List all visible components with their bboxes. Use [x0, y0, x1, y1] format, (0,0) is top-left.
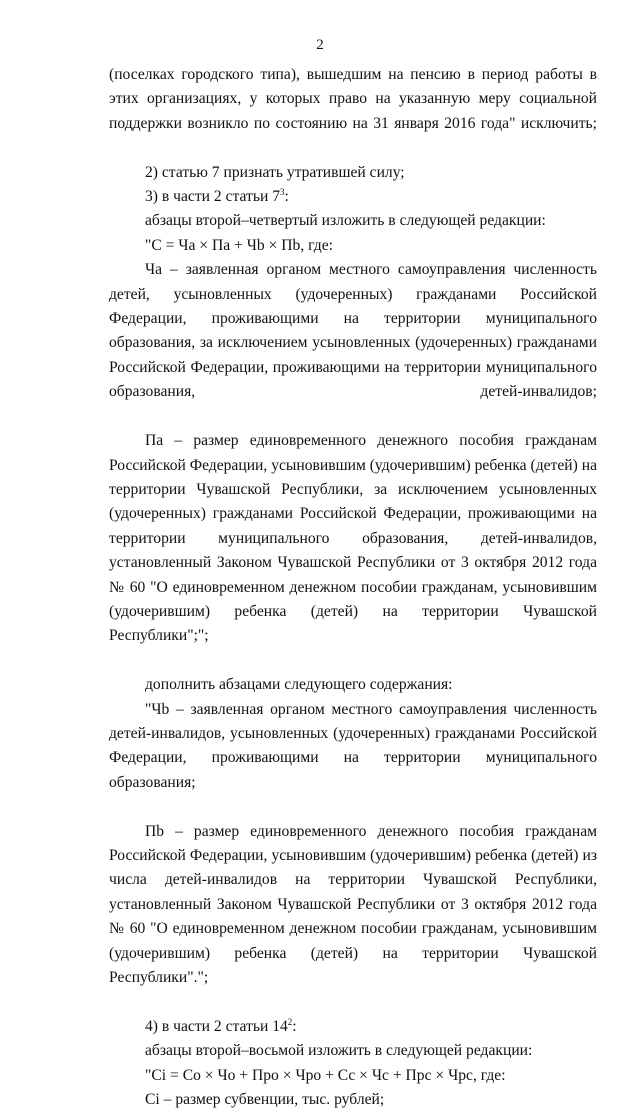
paragraph-text: 3) в части 2 статьи 7	[145, 188, 280, 206]
paragraph-text: Ча – заявленная органом местного самоуправления численность детей, усыновленных (удочеренных) гражданами Российской Федерации, проживающими на территории муниципального образования, за исключением усыновленных (удочеренных) гражданами Российской Федерации, проживающими на территории муниципального образования, детей-инвалидов;	[109, 261, 597, 401]
definition-cha	[109, 258, 597, 429]
paragraph-text: 2) статью 7 признать утратившей силу;	[145, 163, 405, 181]
paragraph-text: (поселках городского типа), вышедшим на пенсию в период работы в этих организациях, у которых право на указанную меру социальной поддержки возникло по состоянию на 31 января 2016 года" исключить;	[109, 66, 597, 132]
paragraph-text: Сi – размер субвенции, тыс. рублей;	[145, 1091, 385, 1109]
paragraph-text: абзацы второй–восьмой изложить в следующей редакции:	[145, 1042, 533, 1060]
paragraph-text: "С = Ча × Па + Чb × Пb, где:	[145, 236, 333, 254]
paragraph-item-4	[109, 1015, 597, 1039]
paragraph-continuation	[109, 63, 597, 161]
page-number: 2	[316, 37, 324, 53]
paragraph-instruction	[109, 209, 597, 233]
superscript: 2	[287, 1016, 293, 1027]
paragraph-tail: :	[284, 188, 289, 206]
formula-ci	[109, 1064, 597, 1088]
paragraph-text: "Чb – заявленная органом местного самоуправления численность детей-инвалидов, усыновленных (удочеренных) гражданами Российской Федерации, проживающими на территории муниципального образования;	[109, 700, 597, 791]
paragraph-text: дополнить абзацами следующего содержания:	[145, 676, 453, 694]
paragraph-text: 4) в части 2 статьи 14	[145, 1017, 288, 1035]
definition-ci	[109, 1088, 597, 1112]
paragraph-item-3	[109, 185, 597, 209]
paragraph-text: "Сi = Со × Чо + Про × Чро + Сс × Чс + Прс × Чрс, где:	[145, 1066, 506, 1084]
paragraph-text: Па – размер единовременного денежного пособия гражданам Российской Федерации, усыновившим (удочерившим) ребенка (детей) на территории Чувашской Республики, за исключением усыновленных (удочеренных) гражданами Российской Федерации, проживающими на территории муниципального образования, детей-инвалидов, установленный Законом Чувашской Республики от 3 октября 2012 года № 60 "О единовременном денежном пособии гражданам, усыновившим (удочерившим) ребенка (детей) на территории Чувашской Республики";";	[109, 432, 597, 645]
superscript: 3	[280, 187, 285, 198]
document-body	[109, 63, 597, 1112]
definition-pb	[109, 820, 597, 1015]
paragraph-text: Пb – размер единовременного денежного пособия гражданам Российской Федерации, усыновившим (удочерившим) ребенка (детей) из числа детей-инвалидов на территории Чувашской Республики, установленный Законом Чувашской Республики от 3 октября 2012 года № 60 "О единовременном денежном пособии гражданам, усыновившим (удочерившим) ребенка (детей) на территории Чувашской Республики".";	[109, 822, 597, 987]
definition-pa	[109, 429, 597, 673]
definition-chb	[109, 698, 597, 820]
paragraph-instruction-add	[109, 673, 597, 697]
paragraph-instruction-2	[109, 1039, 597, 1063]
formula-c	[109, 234, 597, 258]
paragraph-item-2	[109, 161, 597, 185]
paragraph-text: абзацы второй–четвертый изложить в следующей редакции:	[145, 212, 546, 230]
paragraph-tail: :	[292, 1017, 297, 1035]
